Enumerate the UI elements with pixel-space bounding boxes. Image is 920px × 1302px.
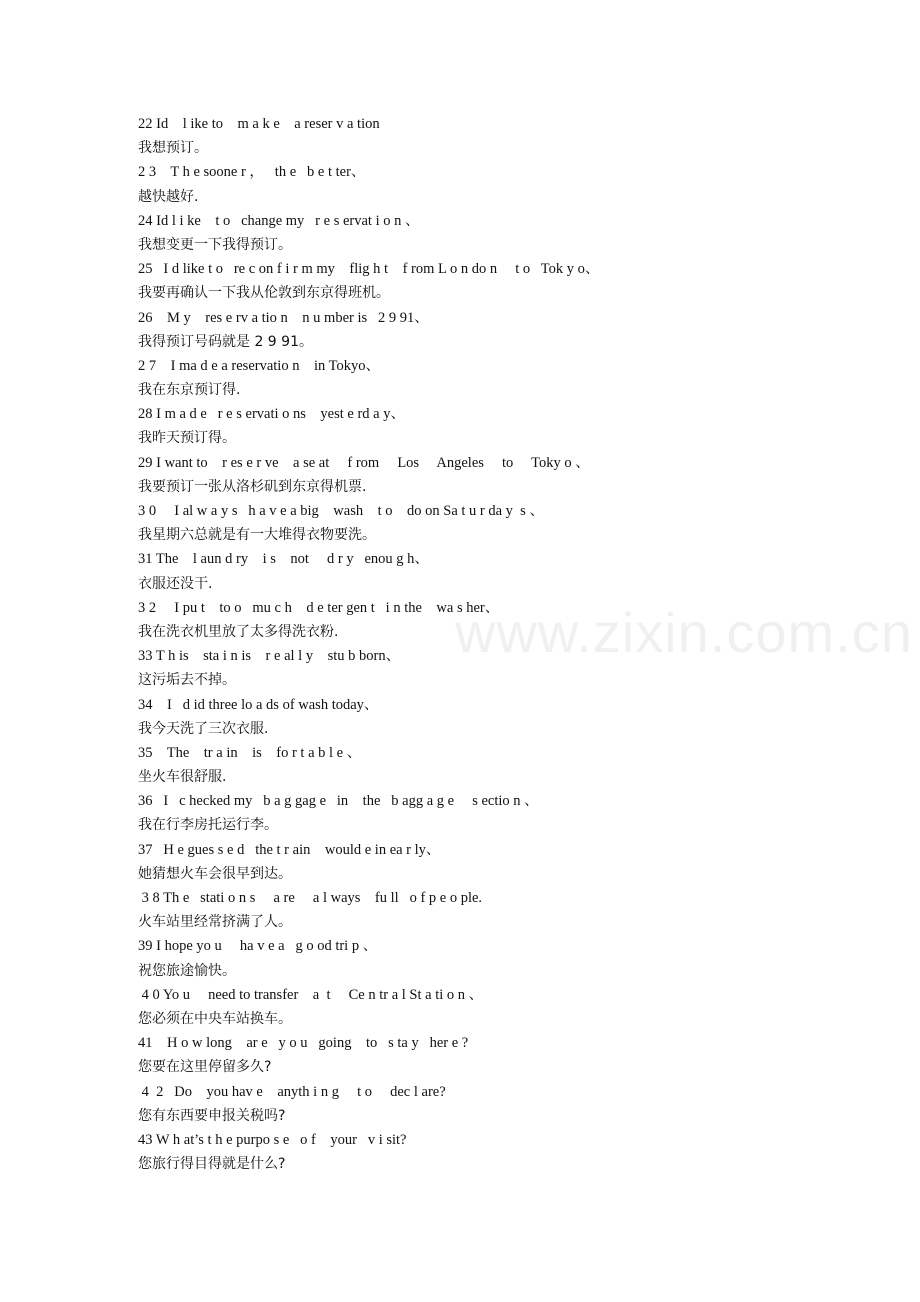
chinese-translation: 我在东京预订得. xyxy=(138,382,241,399)
chinese-translation: 我在洗衣机里放了太多得洗衣粉. xyxy=(138,623,339,640)
chinese-translation: 您要在这里停留多久? xyxy=(138,1059,272,1076)
english-sentence: 4 0 Yo u need to transfer a t Ce n tr a l St a ti o n 、 xyxy=(138,986,484,1003)
english-sentence: 25 I d like t o re c on f i r m my flig h t f rom L o n do n t o Tok y o、 xyxy=(138,261,600,278)
english-sentence: 37 H e gues s e d the t r ain would e in ea r ly、 xyxy=(138,841,441,858)
chinese-translation: 我要再确认一下我从伦敦到东京得班机。 xyxy=(138,285,390,302)
chinese-translation: 我在行李房托运行李。 xyxy=(138,817,278,834)
chinese-translation: 我星期六总就是有一大堆得衣物要洗。 xyxy=(138,527,376,544)
english-sentence: 2 3 T h e soone r ， th e b e t ter、 xyxy=(138,164,366,181)
chinese-translation: 您必须在中央车站换车。 xyxy=(138,1010,292,1027)
english-sentence: 26 M y res e rv a tio n n u mber is 2 9 91、 xyxy=(138,309,429,326)
english-sentence: 29 I want to r es e r ve a se at f rom Los Angeles to Toky o 、 xyxy=(138,454,590,471)
english-sentence: 3 2 I pu t to o mu c h d e ter gen t i n the wa s her、 xyxy=(138,599,500,616)
english-sentence: 3 8 Th e stati o n s a re a l ways fu ll o f p e o ple. xyxy=(138,890,483,906)
chinese-translation: 我得预订号码就是 2 9 91。 xyxy=(138,333,313,350)
chinese-translation: 我想变更一下我得预订。 xyxy=(138,236,292,253)
english-sentence: 39 I hope yo u ha v e a g o od tri p 、 xyxy=(138,938,378,955)
english-sentence: 43 W h at’s t h e purpo s e o f your v i sit? xyxy=(138,1131,407,1148)
chinese-translation: 火车站里经常挤满了人。 xyxy=(138,914,292,931)
chinese-translation: 坐火车很舒服. xyxy=(138,769,227,786)
chinese-translation: 这污垢去不掉。 xyxy=(138,672,236,689)
chinese-translation: 我要预订一张从洛杉矶到东京得机票. xyxy=(138,478,367,495)
chinese-translation: 她猜想火车会很早到达。 xyxy=(138,865,292,882)
chinese-translation: 您旅行得目得就是什么? xyxy=(138,1156,286,1173)
english-sentence: 24 Id l i ke t o change my r e s ervat i o n 、 xyxy=(138,212,420,229)
english-sentence: 36 I c hecked my b a g gag e in the b agg a g e s ectio n 、 xyxy=(138,793,539,810)
english-sentence: 3 0 I al w a y s h a v e a big wash t o do on Sa t u r da y s 、 xyxy=(138,503,544,519)
chinese-translation: 我昨天预订得。 xyxy=(138,430,236,447)
english-sentence: 22 Id l ike to m a k e a reser v a tion xyxy=(138,116,380,132)
english-sentence: 28 I m a d e r e s ervati o ns yest e rd a y、 xyxy=(138,406,405,423)
english-sentence: 35 The tr a in is fo r t a b l e 、 xyxy=(138,744,362,761)
watermark: www.zixin.com.cn xyxy=(455,601,913,664)
english-sentence: 2 7 I ma d e a reservatio n in Tokyo、 xyxy=(138,357,380,374)
chinese-translation: 衣服还没干. xyxy=(138,575,213,592)
english-sentence: 34 I d id three lo a ds of wash today、 xyxy=(138,696,379,713)
phrase-list xyxy=(138,112,838,1176)
chinese-translation: 祝您旅途愉快。 xyxy=(138,962,236,979)
english-sentence: 4 2 Do you hav e anyth i n g t o dec l are? xyxy=(138,1083,446,1100)
chinese-translation: 您有东西要申报关税吗? xyxy=(138,1107,286,1124)
chinese-translation: 我今天洗了三次衣服. xyxy=(138,720,269,737)
chinese-translation: 越快越好. xyxy=(138,188,199,205)
chinese-translation: 我想预订。 xyxy=(138,140,208,157)
english-sentence: 31 The l aun d ry i s not d r y enou g h、 xyxy=(138,551,429,568)
english-sentence: 33 T h is sta i n is r e al l y stu b born、 xyxy=(138,648,401,665)
english-sentence: 41 H o w long ar e y o u going to s ta y her e ? xyxy=(138,1035,469,1052)
